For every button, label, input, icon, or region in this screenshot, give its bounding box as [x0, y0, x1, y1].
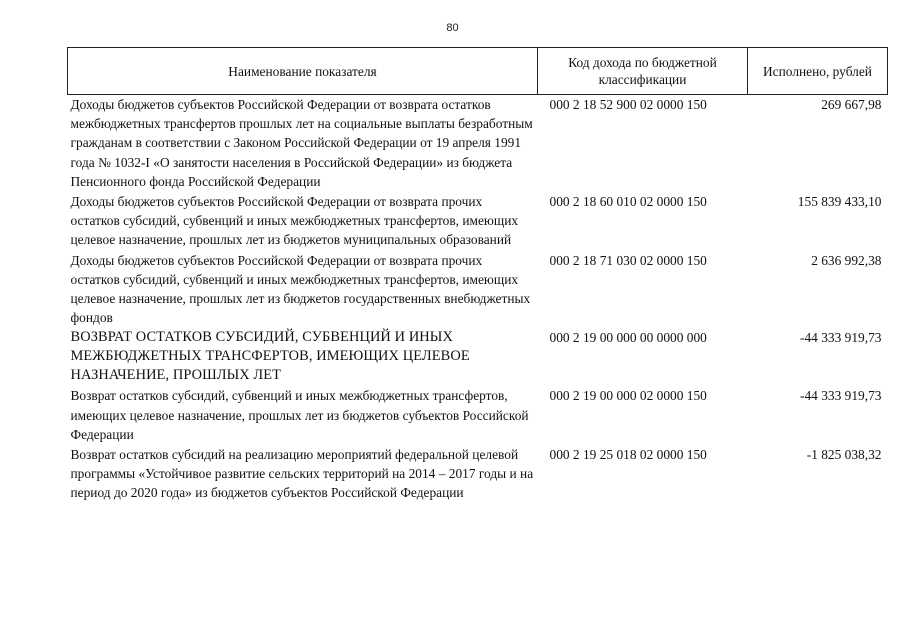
executed-amount-cell: 269 667,98 — [821, 97, 882, 112]
executed-amount-cell: 2 636 992,38 — [811, 252, 882, 268]
table-row — [68, 95, 888, 193]
indicator-name-cell: Доходы бюджетов субъектов Российской Федерации от возврата прочих остатков субсидий, субвенций и иных межбюджетных трансфертов, имеющих целевое назначение, прошлых лет из бюджетов государственных внебюджетных фондов — [70, 252, 531, 326]
revenue-code-cell: 000 2 19 25 018 02 0000 150 — [549, 447, 707, 463]
indicator-name-cell: Возврат остатков субсидий на реализацию мероприятий федеральной целевой программы «Устойчивое развитие сельских территорий на 2014 – 2017 годы и на период до 2020 года» из бюджетов субъектов Российской Федерации — [70, 447, 534, 501]
table-header — [68, 48, 888, 95]
indicator-name-cell: Доходы бюджетов субъектов Российской Федерации от возврата прочих остатков субсидий, субвенций и иных межбюджетных трансфертов, имеющих целевое назначение, прошлых лет из бюджетов муниципальных образований — [70, 194, 519, 248]
indicator-name-cell: ВОЗВРАТ ОСТАТКОВ СУБСИДИЙ, СУБВЕНЦИЙ И ИНЫХ МЕЖБЮДЖЕТНЫХ ТРАНСФЕРТОВ, ИМЕЮЩИХ ЦЕЛЕВОЕ НАЗНАЧЕНИЕ, ПРОШЛЫХ ЛЕТ — [70, 329, 470, 384]
indicator-name-cell: Возврат остатков субсидий, субвенций и иных межбюджетных трансфертов, имеющих целевое назначение, прошлых лет из бюджетов субъектов Российской Федерации — [70, 388, 529, 442]
budget-revenue-table — [67, 47, 888, 504]
revenue-code-cell: 000 2 18 71 030 02 0000 150 — [549, 252, 707, 268]
revenue-code-cell: 000 2 19 00 000 02 0000 150 — [549, 388, 707, 404]
table-row — [68, 386, 888, 445]
table-row-section-heading — [68, 328, 888, 386]
executed-amount-cell: -1 825 038,32 — [806, 447, 882, 463]
table-row — [68, 445, 888, 504]
header-revenue-code: Код дохода по бюджетной классификации — [538, 48, 748, 95]
executed-amount-cell: -44 333 919,73 — [800, 330, 882, 346]
table-row — [68, 192, 888, 251]
table-row — [68, 251, 888, 329]
header-row — [68, 48, 888, 95]
header-indicator-name: Наименование показателя — [68, 48, 538, 95]
revenue-code-cell: 000 2 18 52 900 02 0000 150 — [549, 97, 707, 112]
header-executed-amount: Исполнено, рублей — [748, 48, 888, 95]
revenue-code-cell: 000 2 18 60 010 02 0000 150 — [549, 194, 707, 210]
revenue-code-cell: 000 2 19 00 000 00 0000 000 — [549, 330, 707, 346]
table-body — [68, 95, 888, 504]
indicator-name-cell: Доходы бюджетов субъектов Российской Федерации от возврата остатков межбюджетных трансфертов прошлых лет на социальные выплаты безработным гражданам в соответствии с Законом Российской Федерации от 19 апреля 1991 года № 1032-I «О занятости населения в Российской Федерации» из бюджета Пенсионного фонда Российской Федерации — [70, 97, 533, 189]
executed-amount-cell: -44 333 919,73 — [800, 388, 882, 404]
executed-amount-cell: 155 839 433,10 — [797, 194, 882, 210]
page-number: 80 — [446, 22, 459, 34]
